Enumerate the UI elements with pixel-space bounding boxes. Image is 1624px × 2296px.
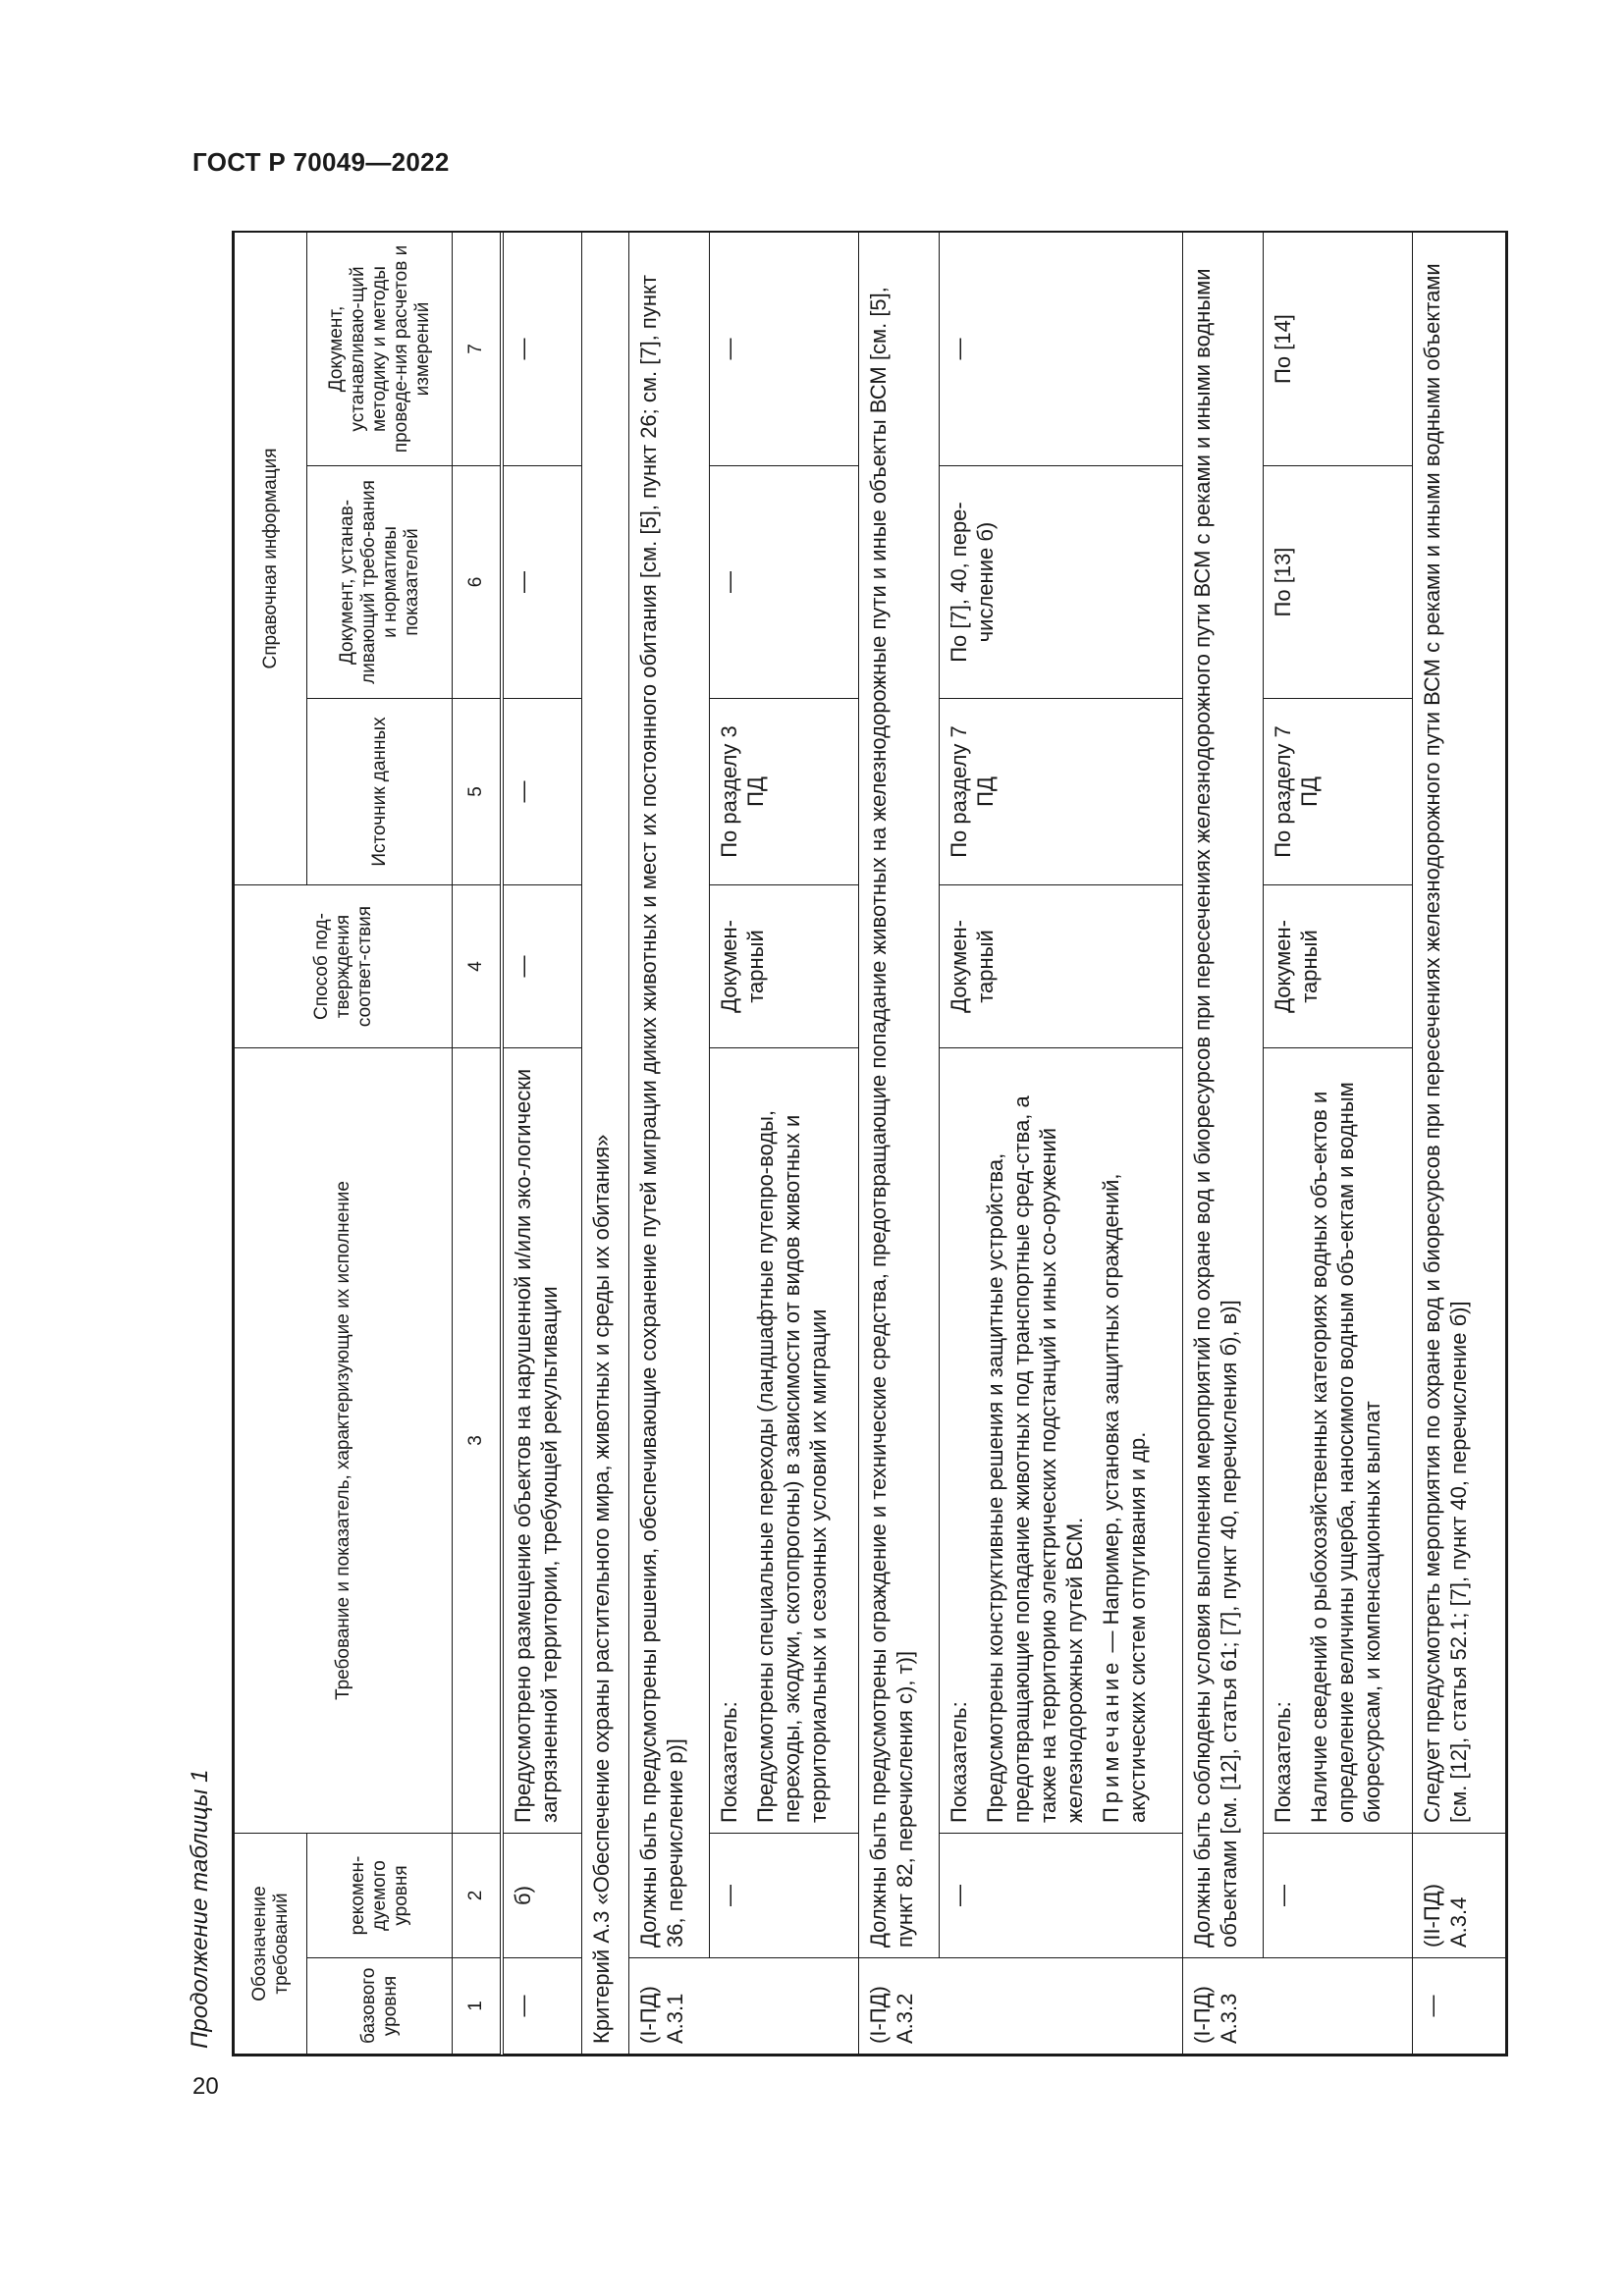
header-doc-method: Документ, устанавливаю-щий методику и методы проведе-ния расчетов и измерений <box>307 233 453 466</box>
col-number: 3 <box>453 1048 502 1834</box>
a33-indicator-label: Показатель: <box>1271 1701 1295 1823</box>
a33-base: (I-ПД) А.3.3 <box>1183 1958 1413 2055</box>
a33-doc-norms: По [13] <box>1264 466 1413 699</box>
a33-requirement: Должны быть соблюдены условия выполнения мероприятий по охране вод и биоресурсов при пересечениях железнодорожного пути ВСМ с реками и иными водными объектами [см. [12], статья 61; [7], пункт 40, перечисления б), в)] <box>1183 233 1264 1958</box>
a31-indicator-label: Показатель: <box>717 1701 741 1823</box>
a31-doc-norms: — <box>710 466 859 699</box>
a33-indicator: Наличие сведений о рыбохозяйственных категориях водных объ-ектов и определение величины ущерба, наносимого водным объ-ектам и водным биоресурсам, и компенсационных выплат <box>1307 1082 1384 1823</box>
a32-doc-method: — <box>940 233 1183 466</box>
header-base-level: базового уровня <box>307 1958 453 2055</box>
a32-rec: — <box>940 1834 1183 1958</box>
header-designation: Обозначение требований <box>235 1834 307 2055</box>
a31-source: По разделу 3 ПД <box>710 699 859 885</box>
a32-base: (I-ПД) А.3.2 <box>859 1958 1183 2055</box>
row-b-confirm: — <box>502 885 582 1048</box>
rotated-table <box>234 233 1506 2055</box>
criterion-a3: Критерий А.3 «Обеспечение охраны растительного мира, животных и среды их обитания» <box>582 233 629 2055</box>
page-number: 20 <box>192 2073 219 2100</box>
col-number: 1 <box>453 1958 502 2055</box>
a33-source: По разделу 7 ПД <box>1264 699 1413 885</box>
row-b-doc-norms: — <box>502 466 582 699</box>
a32-indicator-label: Показатель: <box>947 1701 971 1823</box>
a32-source: По разделу 7 ПД <box>940 699 1183 885</box>
a31-confirm: Докумен-тарный <box>710 885 859 1048</box>
a31-indicator-cell <box>710 1048 859 1834</box>
header-doc-norms: Документ, устанав-ливающий требо-вания и нормативы показателей <box>307 466 453 699</box>
a31-doc-method: — <box>710 233 859 466</box>
row-b-source: — <box>502 699 582 885</box>
col-number: 6 <box>453 466 502 699</box>
header-confirmation: Способ под-тверждения соответ-ствия <box>235 885 453 1048</box>
a32-confirm: Докумен-тарный <box>940 885 1183 1048</box>
a32-requirement: Должны быть предусмотрены ограждение и технические средства, предотвращающие попадание животных на железнодорожные пути и иные объекты ВСМ [см. [5], пункт 82, перечисления с), т)] <box>859 233 940 1958</box>
a32-note <box>1098 1058 1151 1823</box>
row-b-base: — <box>502 1958 582 2055</box>
a33-confirm: Докумен-тарный <box>1264 885 1413 1048</box>
requirements-table <box>234 232 1506 2055</box>
a32-indicator: Предусмотрены конструктивные решения и защитные устройства, предотвращающие попадание животных под транспортные сред-ства, а также на территорию электрических подстанций и иных со-оружений железнодорожных путей ВСМ. <box>983 1095 1087 1823</box>
a31-base: (I-ПД) А.3.1 <box>629 1958 859 2055</box>
header-source: Источник данных <box>307 699 453 885</box>
a33-doc-method: По [14] <box>1264 233 1413 466</box>
header-reference: Справочная информация <box>235 233 307 885</box>
col-number: 5 <box>453 699 502 885</box>
header-recommended-level: рекомен-дуемого уровня <box>307 1834 453 1958</box>
col-number: 7 <box>453 233 502 466</box>
col-number: 4 <box>453 885 502 1048</box>
document-header: ГОСТ Р 70049—2022 <box>192 147 450 177</box>
a34-rec: (II-ПД) А.3.4 <box>1413 1834 1506 1958</box>
a34-requirement: Следует предусмотреть мероприятия по охране вод и биоресурсов при пересечениях железнодорожного пути ВСМ с реками и иными водными объектами [см. [12], статья 52.1; [7], пункт 40, перечисление б)] <box>1413 233 1506 1834</box>
a31-rec: — <box>710 1834 859 1958</box>
header-requirement: Требование и показатель, характеризующие их исполнение <box>235 1048 453 1834</box>
a32-note-text: — Например, установка защитных ограждений, акустических систем отпугивания и др. <box>1099 1173 1150 1823</box>
row-b-doc-method: — <box>502 233 582 466</box>
table-caption: Продолжение таблицы 1 <box>187 1769 213 2049</box>
a31-indicator: Предусмотрены специальные переходы (ландшафтные путепро-воды, переходы, экодуки, скотопрогоны) в зависимости от видов животных и территориальных и сезонных условий их миграции <box>753 1109 831 1823</box>
a31-requirement: Должны быть предусмотрены решения, обеспечивающие сохранение путей миграции диких животных и мест их постоянного обитания [см. [5], пункт 26; см. [7], пункт 36, перечисление р)] <box>629 233 710 1958</box>
a33-indicator-cell <box>1264 1048 1413 1834</box>
row-b-rec: б) <box>502 1834 582 1958</box>
a32-indicator-cell <box>940 1048 1183 1834</box>
a32-doc-norms: По [7], 40, пере-числение б) <box>940 466 1183 699</box>
a32-note-word: Примечание <box>1099 1658 1123 1823</box>
col-number: 2 <box>453 1834 502 1958</box>
a33-rec: — <box>1264 1834 1413 1958</box>
a34-base: — <box>1413 1958 1506 2055</box>
row-b-text: Предусмотрено размещение объектов на нарушенной и/или эко-логически загрязненной территории, требующей рекультивации <box>502 1048 582 1834</box>
table-frame <box>232 231 1508 2056</box>
